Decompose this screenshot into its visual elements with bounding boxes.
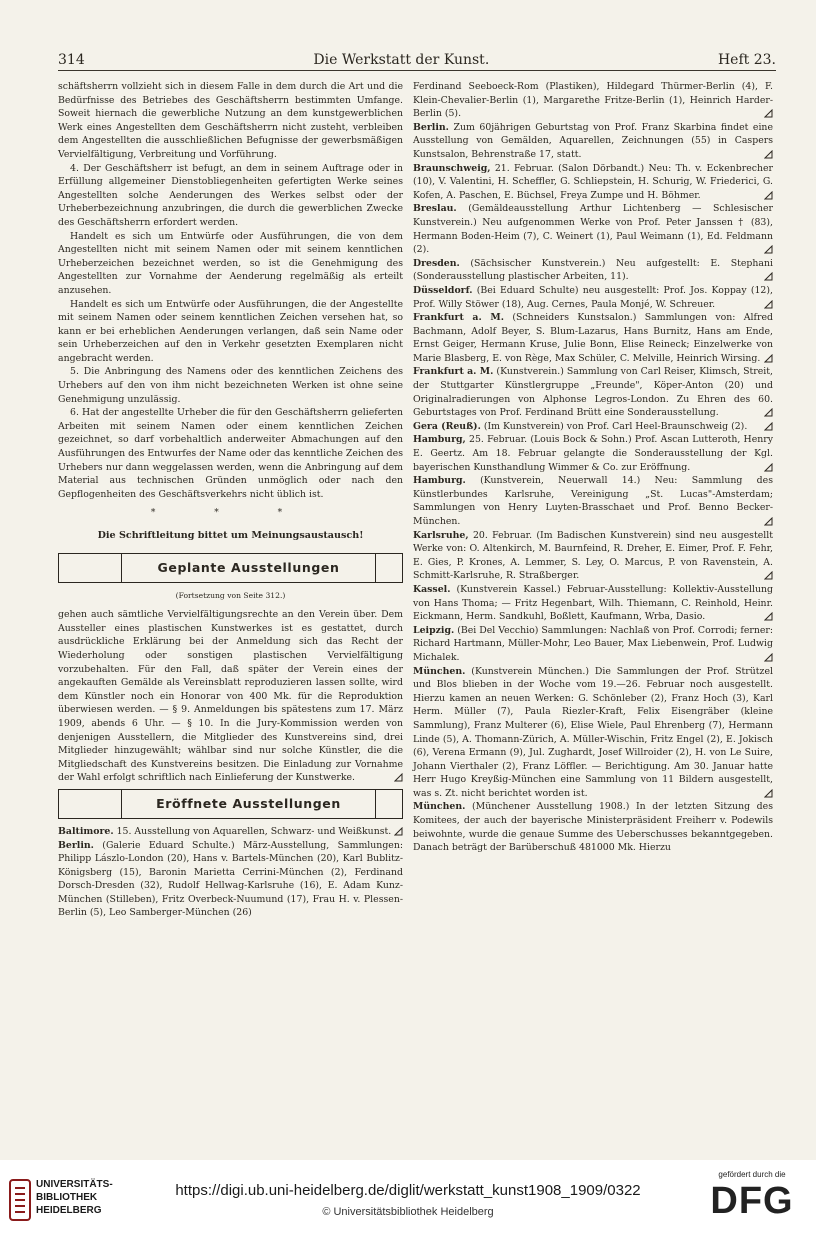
asterisk-divider: * * * bbox=[150, 508, 311, 519]
header-rule bbox=[58, 70, 776, 71]
triangle-ornament-icon bbox=[764, 789, 773, 798]
exhibition-entry: Dresden. (Sächsischer Kunstverein.) Neu aufgestellt: E. Stephani (Sonderausstellung plastischer Arbeiten, 11). bbox=[413, 257, 773, 283]
triangle-ornament-icon bbox=[764, 463, 773, 472]
triangle-ornament-icon bbox=[764, 354, 773, 363]
paragraph: Handelt es sich um Entwürfe oder Ausführungen, die von dem Angestellten nicht mit seinem Namen oder mit seinem kenntlichen Urheberzeichen bezeichnet werden, so ist die Genehmigung des Angestellten zur Vornahme der Aenderung regelmäßig als erteilt anzusehen. bbox=[58, 230, 403, 296]
triangle-ornament-icon bbox=[764, 571, 773, 580]
journal-title: Die Werkstatt der Kunst. bbox=[313, 52, 490, 68]
issue-number: Heft 23. bbox=[717, 52, 776, 68]
triangle-ornament-icon bbox=[764, 191, 773, 200]
triangle-ornament-icon bbox=[394, 827, 403, 836]
continuation-note: (Fortsetzung von Seite 312.) bbox=[175, 590, 286, 600]
exhibition-entry: Hamburg. (Kunstverein, Neuerwall 14.) Neu: Sammlung des Künstlerbundes Karlsruhe, Vereinigung „St. Lucas"-Amsterdam; Sammlungen von Henry Luyten-Brasschaet und Prof. Benno Becker-München. bbox=[413, 475, 773, 527]
exhibition-entry: Berlin. (Galerie Eduard Schulte.) März-Ausstellung, Sammlungen: Philipp Lászlo-London (20), Hans v. Bartels-München (20), Karl Bublitz-Königsberg (15), Baronin Marietta Cerrini-München (2), Ferdinand Dorsch-Dresden (32), Rudolf Hellwag-Karlsruhe (16), E. Adam Kunz-München (Stilleben), Fritz Overbeck-Nuumund (17), Frau H. v. Plessen-Berlin (5), Leo Samberger-München (26) bbox=[58, 839, 403, 919]
page-header bbox=[58, 46, 776, 68]
page-number: 314 bbox=[58, 52, 85, 68]
triangle-ornament-icon bbox=[764, 653, 773, 662]
paragraph: 5. Die Anbringung des Namens oder des kenntlichen Zeichens des Urhebers auf den von ihm nicht bezeichneten Werken ist ohne seine Genehmigung unzulässig. bbox=[58, 366, 403, 405]
exhibition-entry: Düsseldorf. (Bei Eduard Schulte) neu ausgestellt: Prof. Jos. Koppay (12), Prof. Willy Stöwer (18), Aug. Cernes, Paula Monjé, W. Schreuer. bbox=[413, 284, 773, 310]
triangle-ornament-icon bbox=[764, 150, 773, 159]
triangle-ornament-icon bbox=[394, 773, 403, 782]
triangle-ornament-icon bbox=[764, 408, 773, 417]
paragraph: 6. Hat der angestellte Urheber die für den Geschäftsherrn gelieferten Arbeiten mit seinem Namen oder einem kenntlichen Zeichen gezeichnet, so darf vorbehaltlich anderweiter Abmachungen auf den Ausführungen des Entwurfes der Name oder das kenntliche Zeichen des Urhebers nur dann weggelassen werden, wenn die Anbringung auf dem Material aus technischen Gründen unmöglich oder nach den Gepflogenheiten des Geschäftsverkehrs nicht üblich ist. bbox=[58, 407, 403, 500]
funding-caption: gefördert durch die bbox=[718, 1170, 786, 1179]
triangle-ornament-icon bbox=[764, 300, 773, 309]
exhibition-entry: Berlin. Zum 60jährigen Geburtstag von Prof. Franz Skarbina findet eine Ausstellung von Gemälden, Aquarellen, Zeichnungen (55) in Caspers Kunstsalon, Behrenstraße 17, statt. bbox=[413, 121, 773, 160]
exhibition-entry: Baltimore. 15. Ausstellung von Aquarellen, Schwarz- und Weißkunst. bbox=[58, 825, 403, 839]
triangle-ornament-icon bbox=[764, 612, 773, 621]
library-footer bbox=[0, 1160, 816, 1244]
exhibition-entry: Hamburg, 25. Februar. (Louis Bock & Sohn.) Prof. Ascan Lutteroth, Henry E. Geertz. Am 18. Februar gelangte die Sonderausstellung der Kgl. bayerischen Kunsthandlung Wimmer & Co. zur Eröffnung. bbox=[413, 434, 773, 473]
exhibition-entry: Leipzig. (Bei Del Vecchio) Sammlungen: Nachlaß von Prof. Corrodi; ferner: Richard Hartmann, Müller-Mohr, Leo Bauer, Max Liebenwein, Prof. Ludwig Michalek. bbox=[413, 624, 773, 663]
paragraph: gehen auch sämtliche Vervielfältigungsrechte an den Verein über. Dem Aussteller eines plastischen Kunstwerkes ist es gestattet, durch ausdrückliche Erklärung bei der Anmeldung sich das Recht der Wiederholung oder sonstigen plastischen Vervielfältigung vorzubehalten. Für den Fall, daß später der Verein eines der angekauften Gemälde als Vereinsblatt reproduzieren lassen sollte, wird dem Künstler noch ein Honorar von 400 Mk. für die Reproduktion überwiesen werden. — § 9. Anmeldungen bis spätestens zum 17. März 1909, abends 6 Uhr. — § 10. In die Jury-Kommission werden von denjenigen Ausstellern, die Mitglieder des Kunstvereins sind, drei Mitglieder hinzugewählt; wählbar sind nur solche Künstler, die die Mitgliedschaft des Kunstvereins besitzen. Die Einladung zur Vornahme der Wahl erfolgt schriftlich nach Einlieferung der Kunstwerke. bbox=[58, 609, 403, 784]
triangle-ornament-icon bbox=[764, 517, 773, 526]
dfg-wordmark: DFG bbox=[710, 1180, 794, 1222]
exhibition-entry: Karlsruhe, 20. Februar. (Im Badischen Kunstverein) sind neu ausgestellt Werke von: O. Altenkirch, M. Baurnfeind, R. Dreher, E. Eimer, Prof. F. Fehr, E. Gies, P. Krones, A. Lemmer, S. Ley, O. Marcus, P. von Ravenstein, A. Schmitt-Karlsruhe, R. Straßberger. bbox=[413, 529, 773, 582]
paragraph: schäftsherrn vollzieht sich in diesem Falle in dem durch die Art und die Bedürfnisse des Betriebes des Geschäftsherrn bestimmten Umfange. Soweit hiernach die gewerbliche Nutzung an dem kunstgewerblichen Werk eines Angestellten dem Geschäftsherrn nicht zusteht, verbleiben dem Angestellten die ausschließlichen Befugnisse der gewerbsmäßigen Vervielfältigung, Verbreitung und Vorführung. bbox=[58, 81, 403, 160]
exhibition-entry: Frankfurt a. M. (Schneiders Kunstsalon.) Sammlungen von: Alfred Bachmann, Adolf Beyer, S. Blum-Lazarus, Hans Burnitz, Hans am Ende, Ernst Geiger, Hermann Kruse, Julie Bonn, Elise Reineck; Einzelwerke von Marie Blasberg, E. von Rège, Max Schüler, C. Melville, Heinrich Wirsing. bbox=[413, 312, 773, 364]
section-title: Geplante Ausstellungen bbox=[157, 559, 340, 575]
triangle-ornament-icon bbox=[764, 272, 773, 281]
paragraph: 4. Der Geschäftsherr ist befugt, an dem in seinem Auftrage oder in Erfüllung allgemeiner Dienstobliegenheiten gefertigten Werke seines Angestellten solche Aenderungen des Werkes selbst oder der Urheberbezeichnung anzubringen, die durch die gewerblichen Zwecke des Geschäftsherrn erfordert werden. bbox=[58, 162, 403, 228]
exhibition-entry: Gera (Reuß). (Im Kunstverein) von Prof. Carl Heel-Braunschweig (2). bbox=[413, 420, 773, 434]
copyright-notice: © Universitätsbibliothek Heidelberg bbox=[322, 1206, 494, 1218]
library-seal-icon bbox=[8, 1178, 32, 1222]
triangle-ornament-icon bbox=[764, 422, 773, 431]
paragraph: Handelt es sich um Entwürfe oder Ausführungen, die der Angestellte mit seinem Namen oder seinem kenntlichen Zeichen versehen hat, so kann er bei erheblichen Aenderungen verlangen, daß sein Name oder sein Urheberzeichen auf den in Verkehr gesetzten Exemplaren nicht angebracht werden. bbox=[58, 298, 403, 364]
section-title: Eröffnete Ausstellungen bbox=[156, 796, 341, 812]
exhibition-entry: Ferdinand Seeboeck-Rom (Plastiken), Hildegard Thürmer-Berlin (4), F. Klein-Chevalier-Berlin (1), Margarethe Fritze-Berlin (1), Heinrich Harder-Berlin (5). bbox=[413, 81, 773, 120]
triangle-ornament-icon bbox=[764, 109, 773, 118]
editorial-note: Die Schriftleitung bittet um Meinungsaustausch! bbox=[97, 530, 364, 541]
right-column bbox=[413, 80, 773, 855]
exhibition-entry: Braunschweig, 21. Februar. (Salon Dörbandt.) Neu: Th. v. Eckenbrecher (10), V. Valentini, H. Scheffler, G. Schliepstein, H. Schurig, W. Friederici, G. Kofen, A. Paschen, E. Büchsel, Freya Zumpe und H. Böhmer. bbox=[413, 162, 773, 201]
exhibition-entry: Breslau. (Gemäldeausstellung Arthur Lichtenberg — Schlesischer Kunstverein.) Neu aufgenommen Werke von Prof. Peter Janssen † (83), Hermann Boden-Heim (7), C. Weinert (1), Paul Weimann (1), Ed. Feldmann (2). bbox=[413, 203, 773, 256]
permalink-url[interactable]: https://digi.ub.uni-heidelberg.de/diglit/werkstatt_kunst1908_1909/0322 bbox=[175, 1182, 641, 1199]
dfg-logo[interactable] bbox=[700, 1170, 804, 1223]
exhibition-entry: München. (Kunstverein München.) Die Sammlungen der Prof. Strützel und Blos blieben in der Woche vom 19.—26. Februar noch ausgestellt. Hierzu kamen an neuen Werken: G. Schönleber (2), Franz Hoch (3), Karl Herm. Müller (7), Paula Riezler-Kraft, Felix Eisengräber (kleine Sammlung), Franz Multerer (6), Elise Wiele, Paul Ehrenberg (7), Hermann Linde (5), A. Thomann-Zürich, A. Müller-Wischin, Fritz Engel (2), E. Jokisch (6), Verena Ermann (9), Jul. Zughardt, Josef Willroider (2), H. von Le Suire, Johann Vierthaler (2), Franz Löffler. — Berichtigung. Am 30. Januar hatte Herr Hugo Kreyßig-München eine Sammlung von 11 Bildern ausgestellt, was s. Zt. nicht berichtet worden ist. bbox=[413, 665, 773, 799]
exhibition-entry: München. (Münchener Ausstellung 1908.) In der letzten Sitzung des Komitees, der auch der bayerische Ministerpräsident Freiherr v. Podewils beiwohnte, wurde die genaue Summe des Ueberschusses bekanntgegeben. Danach beträgt der Barüberschuß 481000 Mk. Hierzu bbox=[413, 801, 773, 854]
university-library-logo[interactable]: UNIVERSITÄTS- BIBLIOTHEK HEIDELBERG bbox=[8, 1178, 128, 1228]
triangle-ornament-icon bbox=[764, 245, 773, 254]
exhibition-entry: Frankfurt a. M. (Kunstverein.) Sammlung von Carl Reiser, Klimsch, Streit, der Stuttgarter Künstlergruppe „Freunde", Köper-Anton (20) und Originalradierungen von Alphonse Legros-London. Zu Ehren des 60. Geburtstages von Prof. Ferdinand Brütt eine Sonderausstellung. bbox=[413, 366, 773, 419]
exhibition-entry: Kassel. (Kunstverein Kassel.) Februar-Ausstellung: Kollektiv-Ausstellung von Hans Thoma; — Fritz Hegenbart, Wilh. Thiemann, C. Reinhold, Heinr. Eickmann, Herm. Sandkuhl, Boßlett, Kaufmann, Wrba, Dasio. bbox=[413, 583, 773, 623]
left-column bbox=[58, 80, 403, 920]
section-heading-planned bbox=[58, 553, 403, 583]
section-heading-opened bbox=[58, 789, 403, 819]
